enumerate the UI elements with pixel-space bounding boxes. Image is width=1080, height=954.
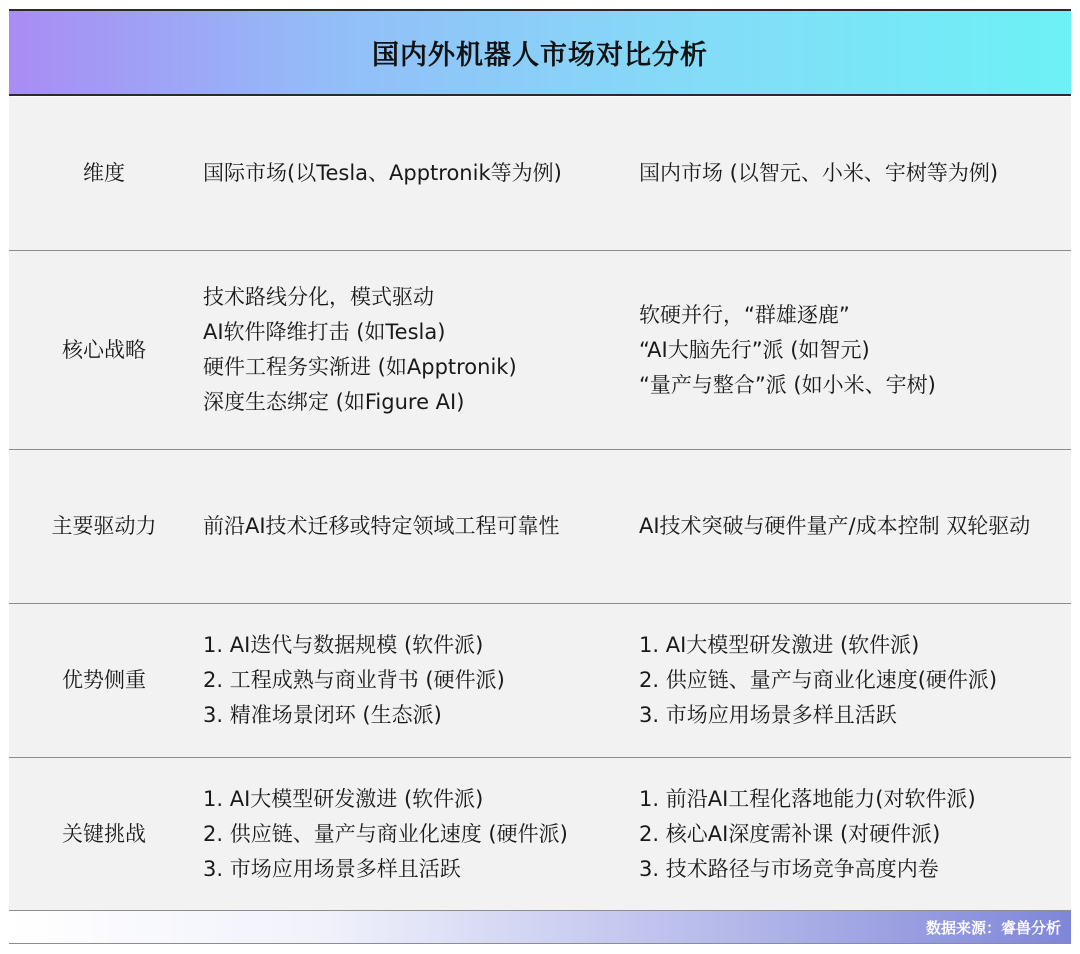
- international-cell-line: 2. 工程成熟与商业背书 (硬件派): [203, 668, 505, 692]
- domestic-cell-line: 3. 市场应用场景多样且活跃: [639, 703, 897, 727]
- international-cell: [203, 604, 633, 757]
- domestic-cell-line: AI技术突破与硬件量产/成本控制 双轮驱动: [639, 514, 1031, 538]
- international-cell-line: 前沿AI技术迁移或特定领域工程可靠性: [203, 514, 560, 538]
- row-advantages: [9, 604, 1071, 758]
- international-cell-line: 国际市场(以Tesla、Apptronik等为例): [203, 161, 562, 185]
- dimension-label: 核心战略: [62, 337, 146, 362]
- dimension-label: 优势侧重: [62, 668, 146, 692]
- source-bar: [9, 911, 1071, 944]
- domestic-cell: [639, 758, 1067, 910]
- domestic-cell: [639, 450, 1067, 603]
- international-cell: [203, 97, 633, 250]
- dimension-cell: [9, 758, 199, 910]
- source-note: 数据来源：睿兽分析: [925, 918, 1061, 937]
- title-bar: [9, 9, 1071, 96]
- domestic-cell-line: 2. 核心AI深度需补课 (对硬件派): [639, 821, 941, 846]
- domestic-cell-line: “AI大脑先行”派 (如智元): [639, 337, 870, 362]
- international-cell-line: 3. 市场应用场景多样且活跃: [203, 856, 461, 881]
- domestic-cell-line: “量产与整合”派 (如小米、宇树): [639, 372, 936, 397]
- domestic-cell-line: 3. 技术路径与市场竞争高度内卷: [639, 856, 939, 881]
- dimension-cell: [9, 97, 199, 250]
- dimension-cell: [9, 450, 199, 603]
- domestic-cell-line: 2. 供应链、量产与商业化速度(硬件派): [639, 668, 998, 692]
- domestic-cell-line: 1. AI大模型研发激进 (软件派): [639, 633, 920, 657]
- domestic-cell-line: 软硬并行，“群雄逐鹿”: [639, 302, 850, 327]
- international-cell-line: 硬件工程务实渐进 (如Apptronik): [203, 355, 517, 379]
- international-cell: [203, 251, 633, 449]
- international-cell-line: 1. AI迭代与数据规模 (软件派): [203, 633, 484, 657]
- domestic-cell: [639, 604, 1067, 757]
- international-cell-line: AI软件降维打击 (如Tesla): [203, 320, 446, 344]
- dimension-cell: [9, 604, 199, 757]
- page-title: 国内外机器人市场对比分析: [372, 40, 708, 71]
- international-cell: [203, 758, 633, 910]
- table-header-row: [9, 97, 1071, 251]
- domestic-cell-line: 国内市场 (以智元、小米、宇树等为例): [639, 161, 999, 185]
- international-cell-line: 3. 精准场景闭环 (生态派): [203, 703, 442, 727]
- international-cell-line: 1. AI大模型研发激进 (软件派): [203, 786, 484, 811]
- dimension-label: 主要驱动力: [51, 514, 157, 538]
- domestic-cell-line: 1. 前沿AI工程化落地能力(对软件派): [639, 786, 976, 811]
- row-key-challenges: [9, 758, 1071, 911]
- international-cell: [203, 450, 633, 603]
- international-cell-line: 深度生态绑定 (如Figure AI): [203, 390, 465, 414]
- international-cell-line: 2. 供应链、量产与商业化速度 (硬件派): [203, 821, 568, 846]
- row-core-strategy: [9, 251, 1071, 450]
- dimension-label: 关键挑战: [62, 821, 146, 846]
- domestic-cell: [639, 251, 1067, 449]
- domestic-cell: [639, 97, 1067, 250]
- dimension-cell: [9, 251, 199, 449]
- dimension-label: 维度: [83, 161, 125, 185]
- row-main-driver: [9, 450, 1071, 604]
- international-cell-line: 技术路线分化，模式驱动: [203, 285, 434, 309]
